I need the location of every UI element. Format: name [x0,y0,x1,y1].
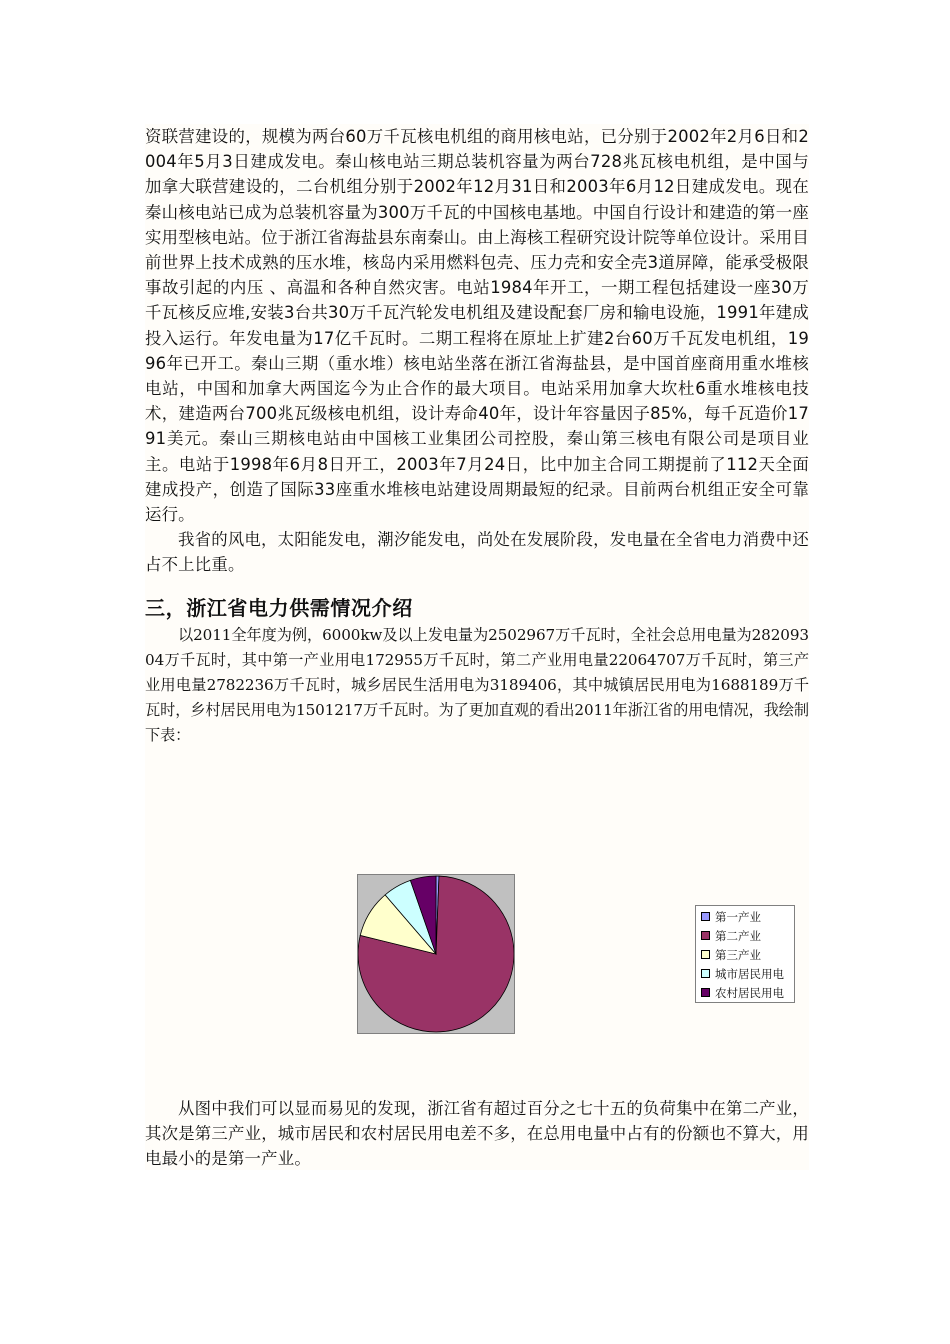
legend-label-1: 第一产业 [715,909,761,924]
electricity-pie-chart [145,858,809,1098]
consumption-paragraph: 以2011全年度为例，6000kw及以上发电量为2502967万千瓦时，全社会总用电量为28209304万千瓦时，其中第一产业用电172955万千瓦时，第二产业用电量22064707万千瓦时，第三产业用电量2782236万千瓦时，城乡居民生活用电为3189406，其中城镇居民用电为1688189万千瓦时，乡村居民用电为1501217万千瓦时。为了更加直观的看出2011年浙江省的用电情况，我绘制下表： [145,625,809,745]
conclusion-paragraph: 从图中我们可以显而易见的发现，浙江省有超过百分之七十五的负荷集中在第二产业，其次是第三产业，城市居民和农村居民用电差不多，在总用电量中占有的份额也不算大，用电最小的是第一产业。 [145,1099,809,1169]
legend-item-5 [698,983,794,1002]
legend-item-2 [698,926,794,945]
legend-swatch-2 [701,931,710,940]
section-heading: 三，浙江省电力供需情况介绍 [145,595,413,620]
legend-label-3: 第三产业 [715,947,761,962]
legend-swatch-3 [701,950,710,959]
legend-swatch-5 [701,988,710,997]
legend-swatch-4 [701,969,710,978]
legend-item-1 [698,907,794,926]
pie-plot-area [357,874,515,1034]
legend-item-4 [698,964,794,983]
legend-label-4: 城市居民用电 [715,966,784,981]
legend-label-5: 农村居民用电 [715,985,784,1000]
legend-label-2: 第二产业 [715,928,761,943]
legend-item-3 [698,945,794,964]
renewables-paragraph: 我省的风电，太阳能发电，潮汐能发电，尚处在发展阶段，发电量在全省电力消费中还占不上比重。 [145,530,809,575]
chart-legend [695,905,795,1003]
nuclear-paragraph: 资联营建设的，规模为两台60万千瓦核电机组的商用核电站，已分别于2002年2月6日和2004年5月3日建成发电。秦山核电站三期总装机容量为两台728兆瓦核电机组，是中国与加拿大联营建设的，二台机组分别于2002年12月31日和2003年6月12日建成发电。现在秦山核电站已成为总装机容量为300万千瓦的中国核电基地。中国自行设计和建造的第一座实用型核电站。位于浙江省海盐县东南秦山。由上海核工程研究设计院等单位设计。采用目前世界上技术成熟的压水堆，核岛内采用燃料包壳、压力壳和安全壳3道屏障，能承受极限事故引起的内压 、高温和各种自然灾害。电站1984年开工，一期工程包括建设一座30万千瓦核反应堆,安装3台共30万千瓦汽轮发电机组及建设配套厂房和输电设施，1991年建成投入运行。年发电量为17亿千瓦时。二期工程将在原址上扩建2台60万千瓦发电机组，1996年已开工。秦山三期（重水堆）核电站坐落在浙江省海盐县，是中国首座商用重水堆核电站，中国和加拿大两国迄今为止合作的最大项目。电站采用加拿大坎杜6重水堆核电技术，建造两台700兆瓦级核电机组，设计寿命40年，设计年容量因子85%，每千瓦造价1791美元。秦山三期核电站由中国核工业集团公司控股，秦山第三核电有限公司是项目业主。电站于1998年6月8日开工，2003年7月24日，比中加主合同工期提前了112天全面建成投产，创造了国际33座重水堆核电站建设周期最短的纪录。目前两台机组正安全可靠运行。 [145,127,809,525]
pie-svg [358,875,514,1033]
legend-swatch-1 [701,912,710,921]
document-page [145,124,809,1170]
